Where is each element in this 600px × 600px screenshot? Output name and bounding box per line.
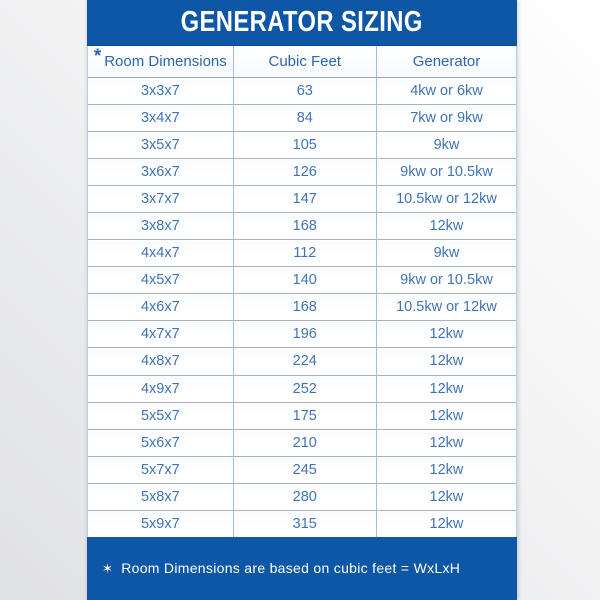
cell-generator: 9kw or 10.5kw [376,267,516,294]
cell-generator: 4kw or 6kw [376,77,516,104]
cell-cubic-feet: 63 [233,77,376,104]
cell-cubic-feet: 196 [233,321,376,348]
column-header-room-dimensions: * Room Dimensions [88,46,233,77]
cell-cubic-feet: 147 [233,185,376,212]
cell-room-dimensions: 4x4x7 [88,240,233,267]
cell-cubic-feet: 175 [233,402,376,429]
cell-generator: 12kw [376,212,516,239]
table-row [88,321,516,348]
cell-cubic-feet: 168 [233,212,376,239]
footnote [102,560,460,577]
column-header-label: Generator [412,52,481,70]
cell-room-dimensions: 3x8x7 [88,212,233,239]
star-icon: ✶ [102,561,114,576]
cell-room-dimensions: 3x4x7 [88,104,233,131]
cell-cubic-feet: 112 [233,240,376,267]
cell-cubic-feet: 245 [233,456,376,483]
cell-cubic-feet: 224 [233,348,376,375]
cell-generator: 10.5kw or 12kw [376,185,516,212]
cell-generator: 12kw [376,375,516,402]
generator-sizing-card [87,0,517,600]
table-header-row [88,46,516,77]
sizing-table-container [87,46,517,537]
cell-room-dimensions: 3x6x7 [88,158,233,185]
cell-generator: 12kw [376,321,516,348]
cell-generator: 10.5kw or 12kw [376,294,516,321]
table-row [88,240,516,267]
cell-room-dimensions: 5x7x7 [88,456,233,483]
title-band [87,0,517,46]
cell-cubic-feet: 210 [233,429,376,456]
cell-generator: 12kw [376,456,516,483]
cell-cubic-feet: 126 [233,158,376,185]
table-row [88,375,516,402]
cell-cubic-feet: 252 [233,375,376,402]
table-row [88,104,516,131]
cell-cubic-feet: 168 [233,294,376,321]
cell-room-dimensions: 4x9x7 [88,375,233,402]
cell-generator: 9kw [376,240,516,267]
sizing-table [88,46,516,537]
cell-cubic-feet: 280 [233,483,376,510]
cell-room-dimensions: 3x5x7 [88,131,233,158]
table-row [88,402,516,429]
table-row [88,429,516,456]
cell-room-dimensions: 3x7x7 [88,185,233,212]
cell-generator: 9kw or 10.5kw [376,158,516,185]
cell-room-dimensions: 4x8x7 [88,348,233,375]
page-title: GENERATOR SIZING [180,6,424,38]
cell-room-dimensions: 5x6x7 [88,429,233,456]
cell-cubic-feet: 140 [233,267,376,294]
cell-generator: 7kw or 9kw [376,104,516,131]
cell-generator: 12kw [376,348,516,375]
cell-generator: 9kw [376,131,516,158]
column-header-generator [376,46,516,77]
table-row [88,77,516,104]
cell-room-dimensions: 4x7x7 [88,321,233,348]
cell-generator: 12kw [376,402,516,429]
cell-room-dimensions: 4x5x7 [88,267,233,294]
cell-room-dimensions: 3x3x7 [88,77,233,104]
cell-cubic-feet: 315 [233,511,376,538]
cell-generator: 12kw [376,483,516,510]
cell-cubic-feet: 84 [233,104,376,131]
column-header-cubic-feet [233,46,376,77]
cell-generator: 12kw [376,429,516,456]
cell-room-dimensions: 4x6x7 [88,294,233,321]
column-header-label: Cubic Feet [268,52,342,70]
table-row [88,131,516,158]
cell-room-dimensions: 5x9x7 [88,511,233,538]
table-row [88,294,516,321]
footnote-text: Room Dimensions are based on cubic feet = WxLxH [121,560,461,576]
footnote-band [87,537,517,600]
column-header-label: Room Dimensions [104,52,227,70]
cell-room-dimensions: 5x8x7 [88,483,233,510]
table-row [88,185,516,212]
table-row [88,483,516,510]
table-body [88,77,516,537]
cell-cubic-feet: 105 [233,131,376,158]
table-row [88,348,516,375]
table-row [88,267,516,294]
table-row [88,158,516,185]
table-row [88,456,516,483]
table-row [88,511,516,538]
cell-room-dimensions: 5x5x7 [88,402,233,429]
cell-generator: 12kw [376,511,516,538]
table-row [88,212,516,239]
